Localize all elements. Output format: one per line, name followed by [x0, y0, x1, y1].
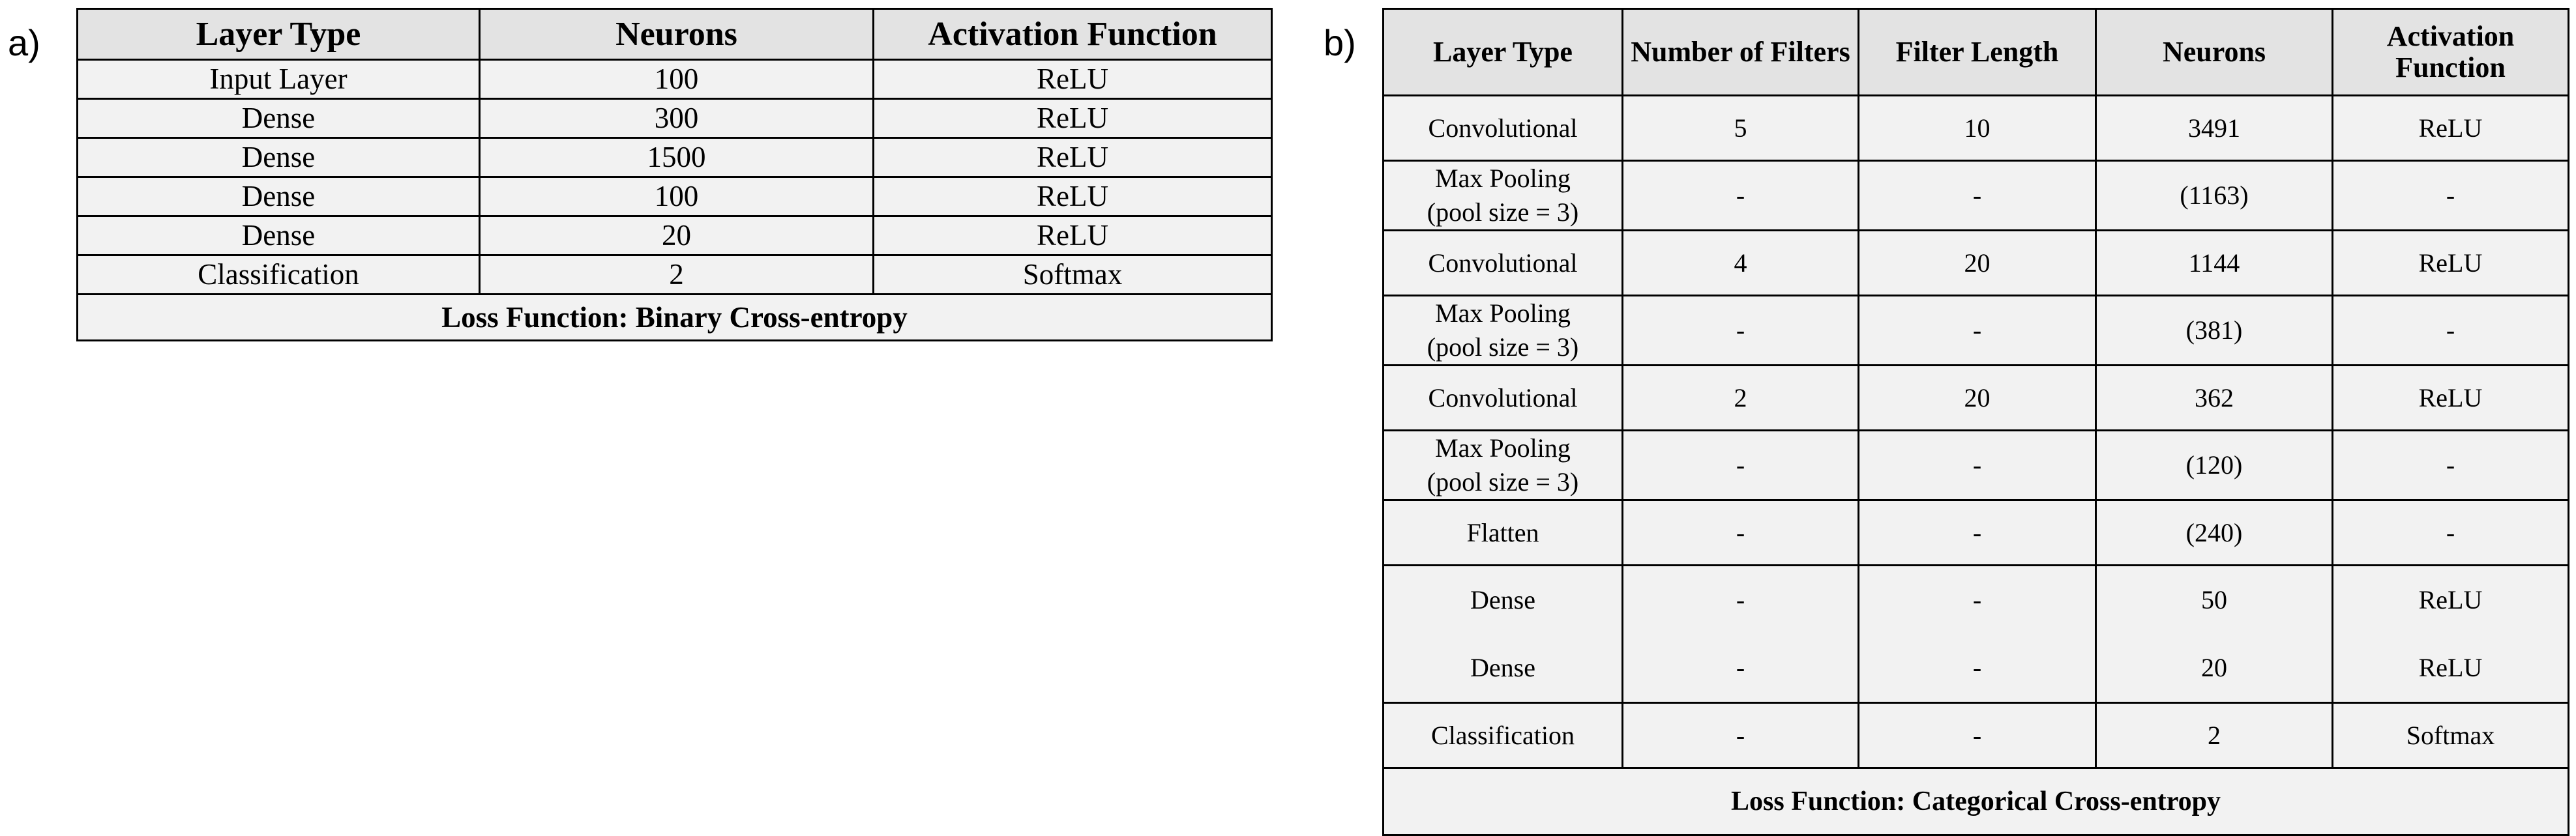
cell-neurons: 2: [2096, 703, 2333, 768]
cell-activation: ReLU: [2333, 231, 2569, 296]
loss-function-note: Loss Function: Binary Cross-entropy: [78, 295, 1272, 341]
table-row: [1384, 231, 2569, 296]
table-row: [78, 216, 1272, 255]
cell-neurons: [2096, 566, 2333, 703]
header-activation: Activation Function: [874, 9, 1272, 60]
cell-layer-type: Input Layer: [78, 60, 480, 99]
cell-filter-length: -: [1859, 161, 2096, 231]
cell-filter-length: 10: [1859, 96, 2096, 161]
table-row: [78, 138, 1272, 177]
cell-text: 20: [2201, 653, 2227, 682]
cell-text: 50: [2201, 585, 2227, 614]
cell-neurons: 100: [480, 60, 874, 99]
cell-text: ReLU: [2418, 653, 2483, 682]
cell-layer-type: Flatten: [1384, 500, 1623, 566]
cell-neurons: 362: [2096, 366, 2333, 431]
cell-layer-type: [1384, 566, 1623, 703]
cell-neurons: 3491: [2096, 96, 2333, 161]
table-footer-row: [78, 295, 1272, 341]
cell-activation: -: [2333, 500, 2569, 566]
table-row: [78, 99, 1272, 138]
cell-layer-type: Max Pooling (pool size = 3): [1384, 296, 1623, 366]
cell-activation: -: [2333, 161, 2569, 231]
cell-layer-type: Dense: [78, 138, 480, 177]
table-row: [1384, 366, 2569, 431]
header-activation: Activation Function: [2333, 9, 2569, 96]
cell-neurons: 1500: [480, 138, 874, 177]
cell-neurons: (381): [2096, 296, 2333, 366]
header-filter-length: Filter Length: [1859, 9, 2096, 96]
layer-table-b: [1382, 8, 2569, 836]
table-footer-row: [1384, 768, 2569, 835]
cell-activation: ReLU: [2333, 96, 2569, 161]
cell-layer-type: Convolutional: [1384, 231, 1623, 296]
loss-function-note: Loss Function: Categorical Cross-entropy: [1384, 768, 2569, 835]
table-row: [78, 60, 1272, 99]
table-row: [1384, 296, 2569, 366]
cell-layer-type: Max Pooling (pool size = 3): [1384, 161, 1623, 231]
header-layer-type: Layer Type: [1384, 9, 1623, 96]
cell-neurons: (120): [2096, 431, 2333, 500]
cell-filter-length: 20: [1859, 231, 2096, 296]
cell-filters: -: [1623, 161, 1859, 231]
cell-layer-type: Max Pooling (pool size = 3): [1384, 431, 1623, 500]
table-row: [1384, 96, 2569, 161]
cell-text: -: [1972, 653, 1982, 682]
table-row: [1384, 431, 2569, 500]
cell-filters: -: [1623, 500, 1859, 566]
cell-neurons: 100: [480, 177, 874, 216]
cell-activation: Softmax: [874, 255, 1272, 295]
cell-filter-length: -: [1859, 296, 2096, 366]
cell-layer-type: Convolutional: [1384, 96, 1623, 161]
table-row: [1384, 566, 2569, 703]
header-layer-type: Layer Type: [78, 9, 480, 60]
table-row: [78, 177, 1272, 216]
cell-filters: 2: [1623, 366, 1859, 431]
cell-activation: Softmax: [2333, 703, 2569, 768]
cell-text: ReLU: [2418, 585, 2483, 614]
cell-filters: 5: [1623, 96, 1859, 161]
cell-activation: ReLU: [874, 216, 1272, 255]
table-row: [1384, 161, 2569, 231]
cell-filter-length: -: [1859, 500, 2096, 566]
header-number-of-filters: Number of Filters: [1623, 9, 1859, 96]
cell-neurons: (1163): [2096, 161, 2333, 231]
cell-filter-length: -: [1859, 703, 2096, 768]
cell-activation: -: [2333, 431, 2569, 500]
cell-activation: ReLU: [2333, 366, 2569, 431]
cell-layer-type: Dense: [78, 216, 480, 255]
table-row: [1384, 500, 2569, 566]
cell-filters: [1623, 566, 1859, 703]
header-neurons: Neurons: [480, 9, 874, 60]
cell-neurons: 300: [480, 99, 874, 138]
cell-filters: -: [1623, 296, 1859, 366]
cell-layer-type: Classification: [78, 255, 480, 295]
cell-text: Dense: [1470, 653, 1535, 682]
cell-neurons: (240): [2096, 500, 2333, 566]
layer-table-a: [76, 8, 1273, 341]
cell-layer-type: Convolutional: [1384, 366, 1623, 431]
cell-filters: -: [1623, 431, 1859, 500]
cell-text: Dense: [1470, 585, 1535, 614]
cell-layer-type: Dense: [78, 99, 480, 138]
cell-activation: ReLU: [874, 177, 1272, 216]
cell-layer-type: Dense: [78, 177, 480, 216]
panel-b-label: b): [1324, 22, 1356, 63]
cell-filter-length: 20: [1859, 366, 2096, 431]
cell-neurons: 1144: [2096, 231, 2333, 296]
header-neurons: Neurons: [2096, 9, 2333, 96]
table-row: [78, 255, 1272, 295]
cell-filter-length: [1859, 566, 2096, 703]
cell-activation: ReLU: [874, 60, 1272, 99]
cell-activation: ReLU: [874, 99, 1272, 138]
cell-activation: ReLU: [874, 138, 1272, 177]
cell-text: -: [1736, 585, 1745, 614]
cell-activation: [2333, 566, 2569, 703]
table-row: [1384, 703, 2569, 768]
cell-filters: -: [1623, 703, 1859, 768]
cell-text: -: [1972, 585, 1982, 614]
cell-filter-length: -: [1859, 431, 2096, 500]
cell-filters: 4: [1623, 231, 1859, 296]
cell-activation: -: [2333, 296, 2569, 366]
cell-text: -: [1736, 653, 1745, 682]
cell-layer-type: Classification: [1384, 703, 1623, 768]
cell-neurons: 20: [480, 216, 874, 255]
cell-neurons: 2: [480, 255, 874, 295]
panel-a-label: a): [8, 22, 40, 63]
